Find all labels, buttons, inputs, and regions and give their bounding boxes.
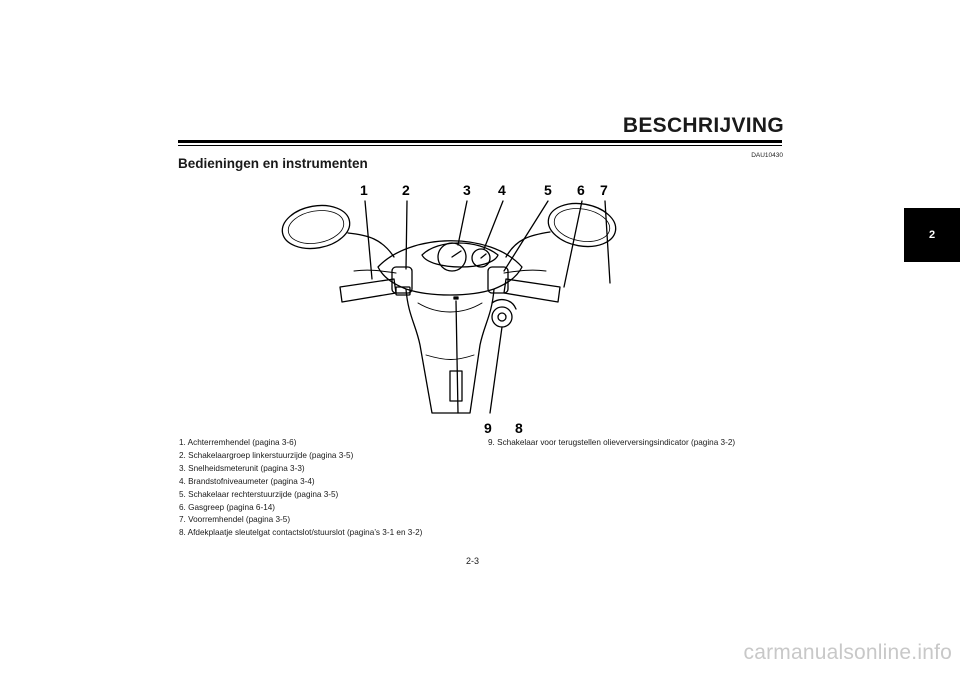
callout-6: 6 (577, 182, 585, 198)
scooter-handlebar-illustration (270, 175, 630, 445)
callout-4: 4 (498, 182, 506, 198)
legend-item: 3. Snelheidsmeterunit (pagina 3-3) (179, 463, 305, 473)
header-rule (178, 140, 782, 143)
legend-item: 9. Schakelaar voor terugstellen olieverversingsindicator (pagina 3-2) (488, 438, 736, 447)
callout-3: 3 (463, 182, 471, 198)
callout-9: 9 (484, 420, 492, 436)
legend-item: 6. Gasgreep (pagina 6-14) (179, 502, 276, 512)
left-mirror (279, 200, 353, 253)
page-heading: Bedieningen en instrumenten (178, 156, 368, 171)
callout-8: 8 (515, 420, 523, 436)
callout-7: 7 (600, 182, 608, 198)
legend-item: 1. Achterremhendel (pagina 3-6) (179, 438, 297, 447)
header-rule-thin (178, 145, 782, 146)
legend-item: 8. Afdekplaatje sleutelgat contactslot/stuurslot (pagina’s 3-1 en 3-2) (179, 528, 423, 538)
key-slot-cover (492, 307, 512, 327)
legend-item: 2. Schakelaargroep linkerstuurzijde (pagina 3-5) (179, 450, 354, 460)
document-code: DAU10430 (751, 152, 783, 159)
callout-5: 5 (544, 182, 552, 198)
legend-list-right (488, 437, 735, 450)
callout-1: 1 (360, 182, 368, 198)
legend-item: 7. Voorremhendel (pagina 3-5) (179, 515, 291, 525)
chapter-tab[interactable]: 2 (904, 208, 960, 262)
callout-numbers (360, 182, 608, 436)
callout-2: 2 (402, 182, 410, 198)
oil-reset-switch (454, 297, 458, 299)
page-number: 2-3 (466, 556, 480, 566)
legend-item: 5. Schakelaar rechterstuurzijde (pagina 3-5) (179, 489, 339, 499)
watermark[interactable]: carmanualsonline.info (743, 641, 952, 664)
legend-list-left (179, 437, 422, 540)
section-title: BESCHRIJVING (622, 114, 784, 137)
legend-item: 4. Brandstofniveaumeter (pagina 3-4) (179, 476, 315, 486)
